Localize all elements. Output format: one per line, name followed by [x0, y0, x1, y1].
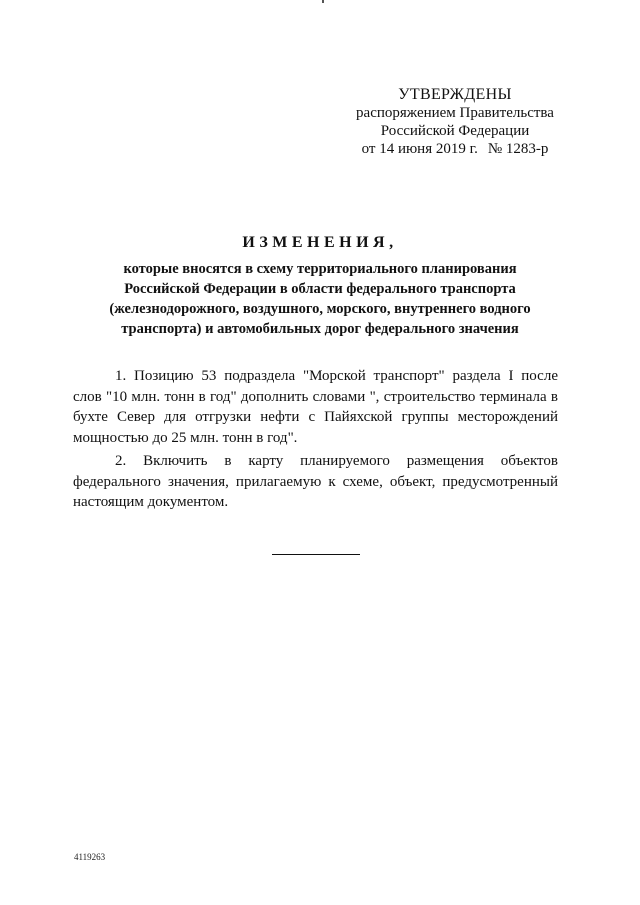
approval-stamp-title: УТВЕРЖДЕНЫ [398, 86, 512, 103]
paragraph-2: 2. Включить в карту планируемого размещения объектов федерального значения, прилагаемую к схеме, объект, предусмотренный настоящим документом. [73, 453, 558, 510]
approval-date-line [340, 140, 570, 158]
document-title-block [70, 233, 570, 339]
subtitle-line: Российской Федерации в области федерального транспорта [124, 281, 516, 297]
approval-line-government: распоряжением Правительства [356, 105, 554, 121]
approval-line-federation: Российской Федерации [380, 123, 530, 139]
document-subtitle [70, 259, 570, 339]
subtitle-line: (железнодорожного, воздушного, морского, внутреннего водного [109, 301, 531, 317]
document-title: ИЗМЕНЕНИЯ, [242, 234, 398, 251]
approval-number: № 1283-р [487, 141, 549, 157]
subtitle-line: транспорта) и автомобильных дорог федерального значения [121, 321, 519, 337]
paragraph-1: 1. Позицию 53 подраздела "Морской транспорт" раздела I после слов "10 млн. тонн в год" дополнить словами ", строительство терминала в бухте Север для отгрузки нефти с Пайяхской группы месторождений мощностью до 25 млн. тонн в год". [73, 368, 558, 446]
subtitle-line: которые вносятся в схему территориального планирования [123, 261, 517, 277]
document-body [73, 366, 558, 516]
top-mark [322, 0, 324, 3]
end-separator-line [272, 554, 360, 555]
document-code: 4119263 [74, 852, 106, 862]
approval-date: от 14 июня 2019 г. [361, 141, 478, 157]
approval-block [340, 86, 570, 158]
